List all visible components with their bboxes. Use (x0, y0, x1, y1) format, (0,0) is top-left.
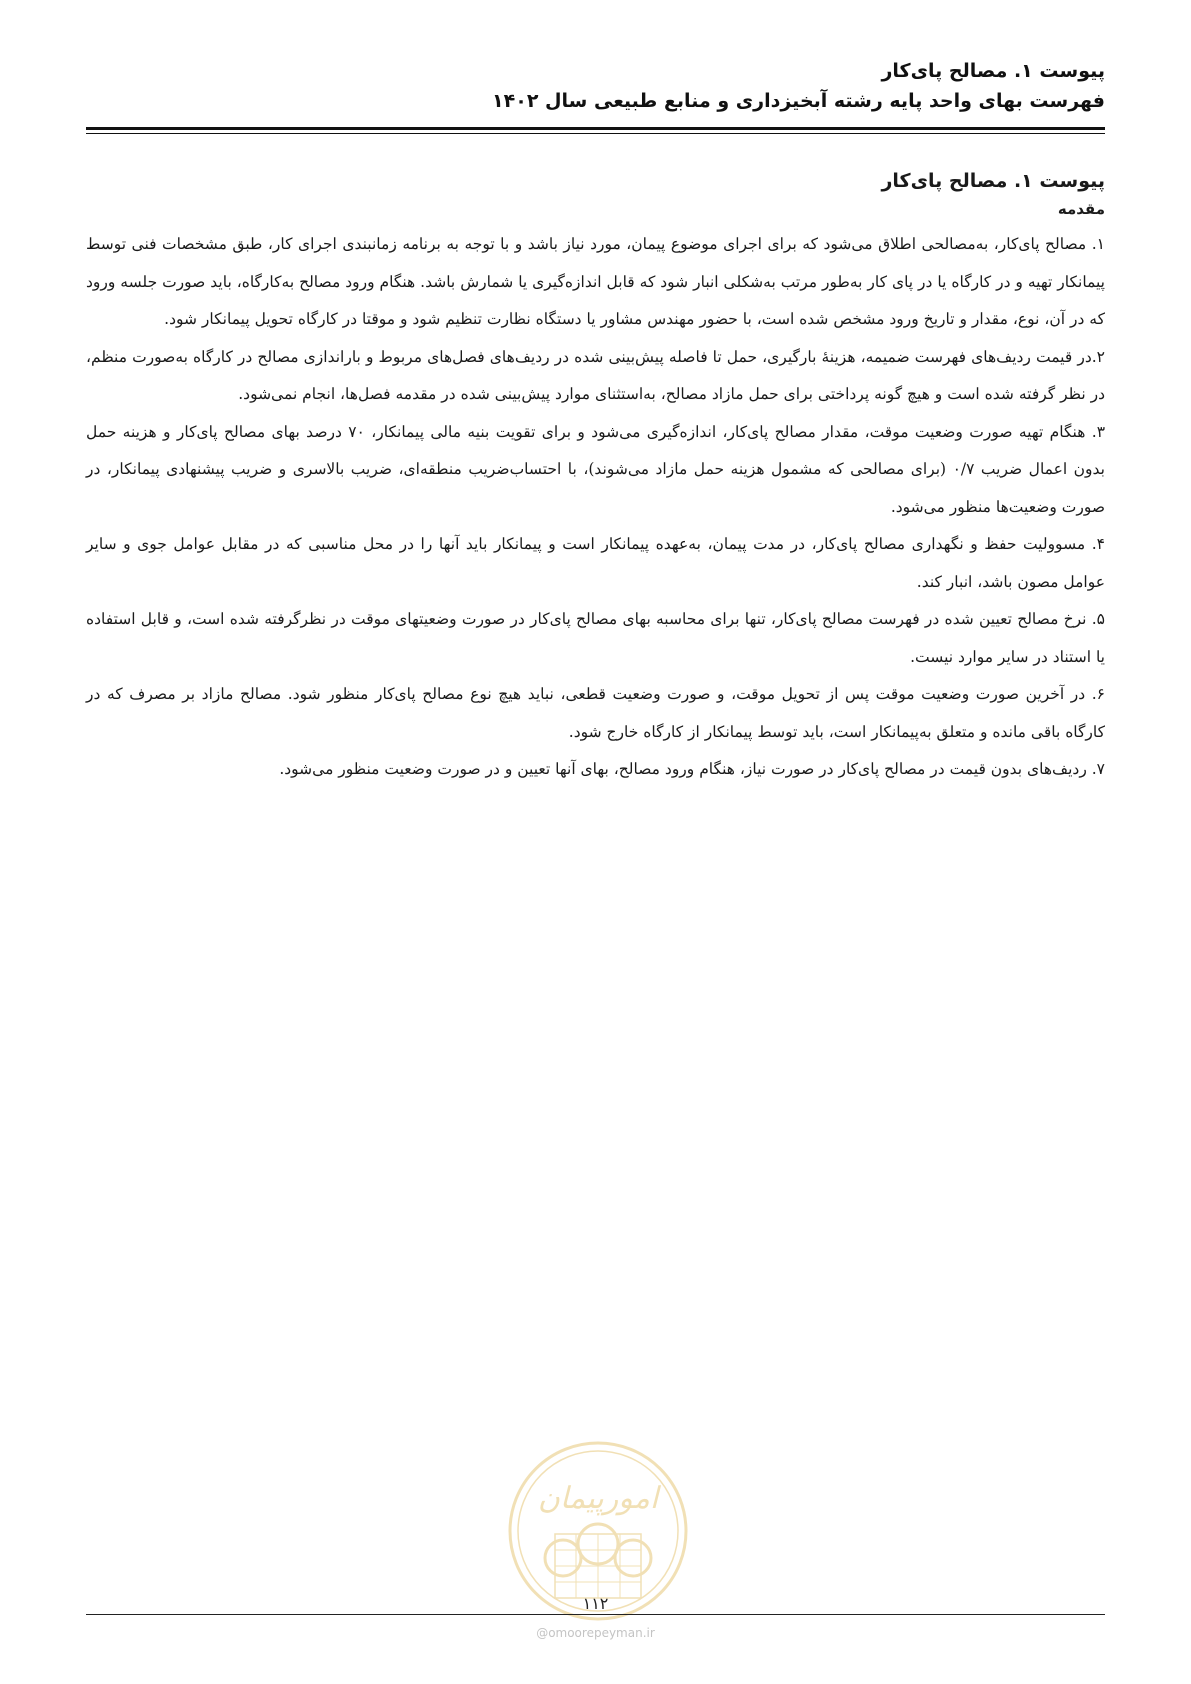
paragraph-6: ۶. در آخرین صورت وضعیت موقت پس از تحویل موقت، و صورت وضعیت قطعی، نباید هیچ نوع مصالح پای‌کار منظور شود. مصالح مازاد بر مصرف که در کارگاه باقی مانده و متعلق به‌پیمانکار است، باید توسط پیمانکار از کارگاه خارج شود. (86, 685, 1105, 741)
page-header (86, 56, 1105, 116)
paragraph-1: ۱. مصالح پای‌کار، به‌مصالحی اطلاق می‌شود که برای اجرای موضوع پیمان، مورد نیاز باشد و با توجه به برنامه زمانبندی اجرای کار، طبق مشخصات فنی توسط پیمانکار تهیه و در کارگاه یا در پای کار به‌طور مرتب به‌شکلی انبار شود که قابل اندازه‌گیری یا شمارش باشد. هنگام ورود مصالح به‌کارگاه، باید صورت جلسه ورود که در آن، نوع، مقدار و تاریخ ورود مشخص شده است، با حضور مهندس مشاور یا دستگاه نظارت تنظیم شود و موقتا در کارگاه تحویل پیمانکار شود. (86, 235, 1105, 328)
paragraph-3: ۳. هنگام تهیه صورت وضعیت موقت، مقدار مصالح پای‌کار، اندازه‌گیری می‌شود و برای تقویت بنیه مالی پیمانکار، ۷۰ درصد بهای مصالح پای‌کار و هزینه حمل بدون اعمال ضریب ۰/۷ (برای مصالحی که مشمول هزینه حمل مازاد می‌شوند)، با احتساب‌ضریب منطقه‌ای، ضریب بالاسری و ضریب پیشنهادی پیمانکار، در صورت وضعیت‌ها منظور می‌شود. (86, 422, 1106, 516)
header-divider-thin (86, 133, 1105, 134)
footer-divider (86, 1614, 1105, 1615)
paragraph-4: ۴. مسوولیت حفظ و نگهداری مصالح پای‌کار، در مدت پیمان، به‌عهده پیمانکار است و پیمانکار باید آنها را در محل مناسبی که در مقابل عوامل جوی و سایر عوامل مصون باشد، انبار کند. (86, 535, 1105, 591)
header-divider-thick (86, 127, 1105, 130)
intro-heading: مقدمه (1057, 200, 1105, 218)
page-content (86, 166, 1105, 789)
paragraph-7: ۷. ردیف‌های بدون قیمت در مصالح پای‌کار در صورت نیاز، هنگام ورود مصالح، بهای آنها تعیین و در صورت وضعیت منظور می‌شود. (279, 760, 1105, 778)
watermark-text: امورپیمان (537, 1481, 659, 1516)
header-document-title: فهرست بهای واحد پایه رشته آبخیزداری و منابع طبیعی سال ۱۴۰۲ (492, 90, 1105, 112)
section-title: پیوست ۱. مصالح پای‌کار (881, 170, 1105, 192)
paragraph-5: ۵. نرخ مصالح تعیین شده در فهرست مصالح پای‌کار، تنها برای محاسبه بهای مصالح پای‌کار در صورت وضعیتهای موقت در نظرگرفته شده است، و قابل استفاده یا استناد در سایر موارد نیست. (86, 610, 1105, 666)
paragraph-2: ۲.در قیمت ردیف‌های فهرست ضمیمه، هزینهٔ بارگیری، حمل تا فاصله پیش‌بینی شده در ردیف‌های فصل‌های مربوط و باراندازی مصالح در کارگاه به‌صورت منظم، در نظر گرفته شده است و هیچ گونه پرداختی برای حمل مازاد مصالح، به‌استثنای موارد پیش‌بینی شده در مقدمه فصل‌ها، انجام نمی‌شود. (86, 347, 1105, 403)
site-url: @omoorepeyman.ir (536, 1626, 655, 1640)
page-number: ۱۱۲ (582, 1594, 609, 1613)
header-appendix-title: پیوست ۱. مصالح پای‌کار (881, 60, 1105, 82)
